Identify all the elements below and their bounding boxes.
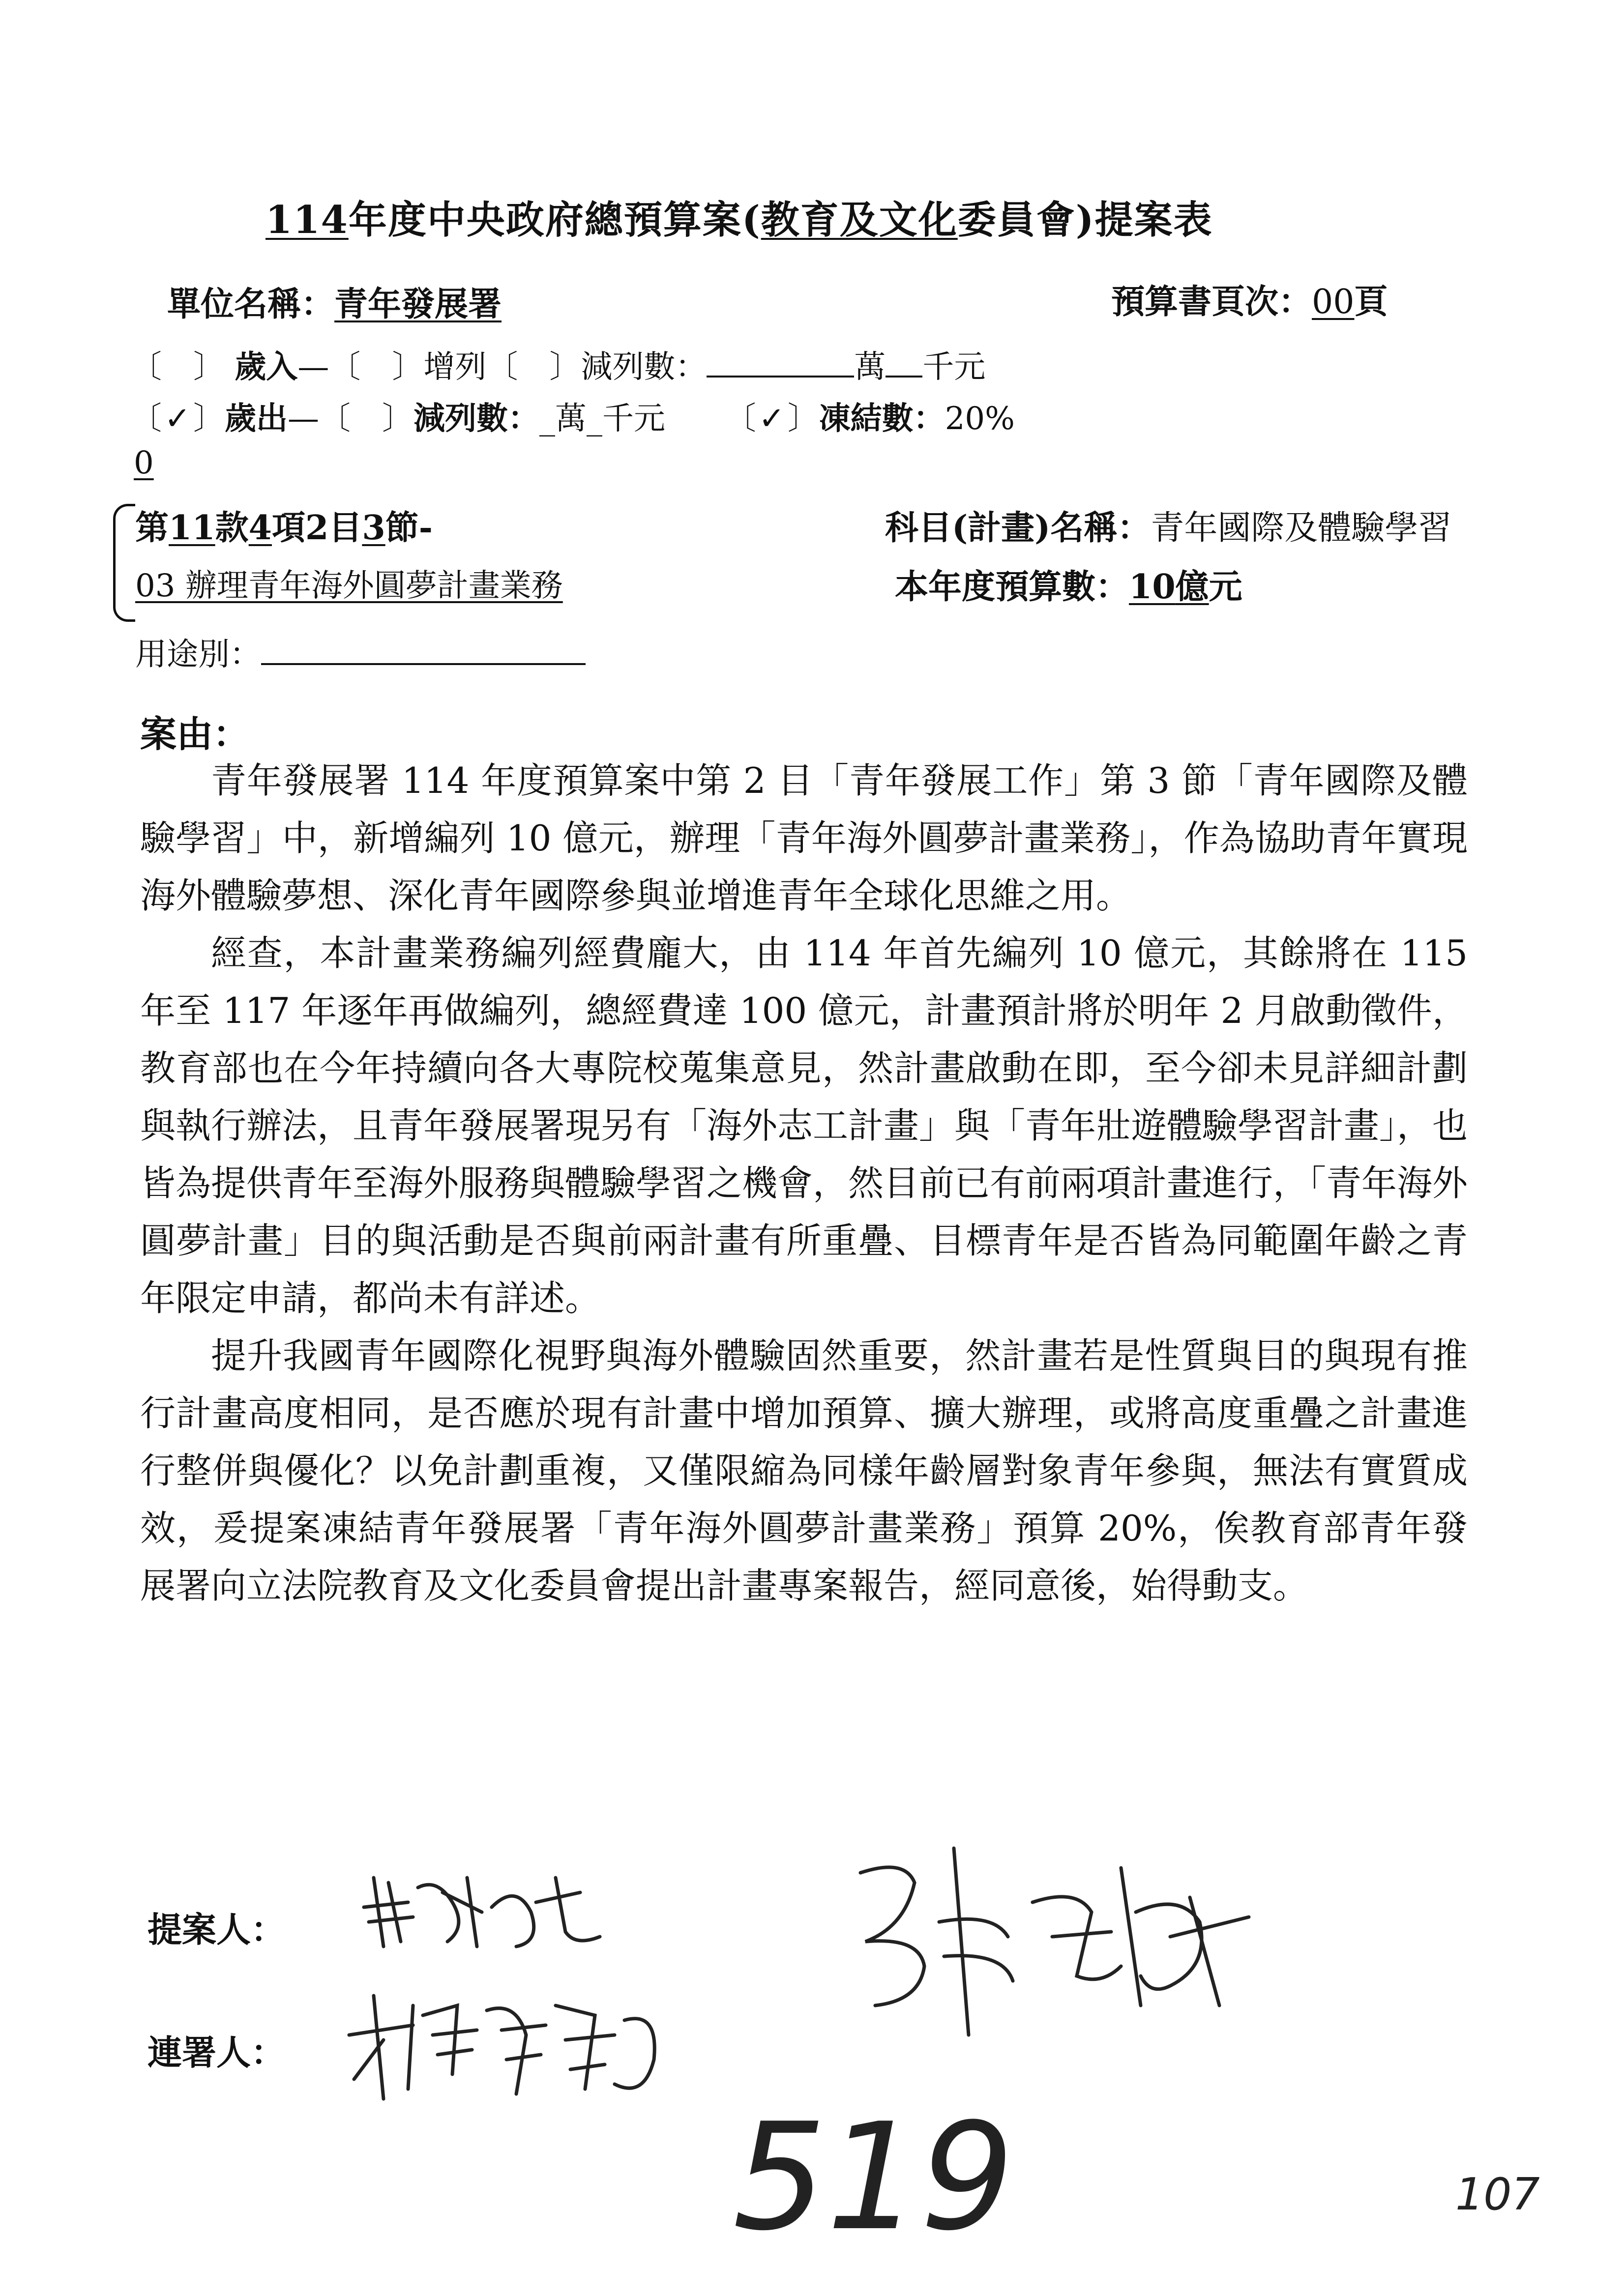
decrease-bracket-close: 〕 (549, 349, 581, 385)
kuan: 款 (215, 508, 249, 548)
freeze-label: 凍結數： (819, 400, 945, 437)
signature-scribble-2 (339, 1976, 693, 2109)
increase-bracket-close: 〕 (392, 349, 424, 385)
section-line1 (135, 501, 433, 549)
bracket-close: 〕 (193, 349, 225, 385)
expense-row (130, 393, 1015, 438)
handwritten-number: 519 (733, 2092, 1014, 2263)
subject-value: 青年國際及體驗學習 (1151, 509, 1452, 548)
annual-budget-suffix: 元 (1209, 567, 1242, 607)
unit-value: 青年發展署 (334, 285, 502, 324)
annual-budget-row (895, 560, 1242, 608)
exp-decrease-bracket-open: 〔 (319, 401, 351, 437)
expense-bracket-close: 〕 (193, 401, 225, 437)
amount-blank (707, 347, 854, 378)
jie-no: 3 (362, 508, 385, 548)
expense-bracket-open: 〔 (130, 401, 162, 437)
proposer-signature (354, 1848, 610, 1966)
revenue-row (130, 342, 985, 387)
wan-label: 萬 (854, 349, 886, 385)
title-year: 114 (266, 198, 349, 242)
title-post: 委員會)提案表 (957, 198, 1213, 242)
freeze-bracket-open: 〔 (724, 401, 756, 437)
wan-blank (886, 347, 922, 378)
decrease-label: 減列數： (581, 349, 707, 385)
purpose-row (135, 629, 586, 674)
title-committee: 教育及文化 (761, 198, 958, 242)
annual-budget-unit: 億 (1175, 567, 1209, 607)
section-brace (113, 504, 135, 622)
exp-decrease-label: 減列數： (413, 400, 539, 437)
paragraph-2: 經查，本計畫業務編列經費龐大，由 114 年首先編列 10 億元，其餘將在 115 年至 117 年逐年再做編列，總經費達 100 億元，計畫預計將於明年 2 月啟動徵件，教育部也在今年持續向各大專院校蒐集意見，然計畫啟動在即，至今卻未見詳細計劃與執行辦法，且青年發展署現另有「海外志工計畫」與「青年壯遊體驗學習計畫」，也皆為提供青年至海外服務與體驗學習之機會，然目前已有前兩項計畫進行，「青年海外圓夢計畫」目的與活動是否與前兩計畫有所重疊、目標青年是否皆為同範圍年齡之青年限定申請，都尚未有詳述。 (140, 932, 1468, 1319)
expense-label: 歲出 (225, 400, 288, 437)
expense-dash: — (288, 401, 319, 437)
budget-page-suffix: 頁 (1354, 282, 1388, 321)
page-number: 107 (1455, 2169, 1540, 2220)
cosigner-label: 連署人： (148, 2032, 285, 2073)
annual-budget-value: 10 (1129, 567, 1176, 607)
budget-page-value: 00 (1312, 283, 1355, 321)
unit-label: 單位名稱： (167, 285, 335, 324)
di: 第 (135, 508, 169, 548)
signature-scribble-3 (846, 1838, 1269, 2055)
freeze-checkbox: ✓ (758, 401, 785, 437)
proposer-label: 提案人： (148, 1909, 285, 1950)
title-pre: 年度中央政府總預算案( (348, 198, 761, 242)
subject-label: 科目(計畫)名稱： (885, 508, 1151, 548)
subject-row (885, 501, 1451, 549)
decrease-bracket-open: 〔 (486, 349, 518, 385)
reason-label: 案由： (140, 713, 249, 756)
jie: 節 (385, 508, 419, 548)
unit-name-row (167, 278, 502, 325)
exp-blank2: _ (587, 401, 602, 437)
freeze-value: 20% (945, 401, 1015, 437)
expense-checkbox: ✓ (164, 401, 191, 437)
xiang: 項 (272, 508, 306, 548)
paragraph-3: 提升我國青年國際化視野與海外體驗固然重要，然計畫若是性質與目的與現有推行計畫高度相同，是否應於現有計畫中增加預算、擴大辦理，或將高度重疊之計畫進行整併與優化？以免計劃重複，又僅限縮為同樣年齡層對象青年參與，無法有實質成效，爰提案凍結青年發展署「青年海外圓夢計畫業務」預算 20%，俟教育部青年發展署向立法院教育及文化委員會提出計畫專案報告，經同意後，始得動支。 (140, 1335, 1468, 1606)
increase-bracket-open: 〔 (329, 349, 361, 385)
purpose-blank (261, 635, 586, 665)
signature-scribble-1 (354, 1848, 610, 1966)
paragraph-1: 青年發展署 114 年度預算案中第 2 目「青年發展工作」第 3 節「青年國際及體驗學習」中，新增編列 10 億元，辦理「青年海外圓夢計畫業務」，作為協助青年實現海外體驗夢想、深化青年國際參與並增進青年全球化思維之用。 (140, 760, 1468, 916)
revenue-label: 歲入 (235, 349, 298, 385)
budget-page-row (1111, 275, 1388, 323)
reason-body (140, 752, 1468, 1615)
annual-budget-label: 本年度預算數： (895, 567, 1129, 607)
cosigner-signature-1 (339, 1976, 693, 2109)
exp-blank1: _ (539, 401, 555, 437)
cosigner-signature-2 (846, 1838, 1269, 2055)
exp-wan: 萬 (555, 401, 587, 437)
exp-thousand: 千元 (602, 401, 665, 437)
kuan-no: 11 (169, 508, 215, 548)
section-dash: - (418, 508, 433, 548)
bracket-open: 〔 (130, 349, 162, 385)
thousand-label: 千元 (922, 349, 986, 385)
section-line2: 03 辦理青年海外圓夢計畫業務 (135, 568, 563, 604)
budget-page-label: 預算書頁次： (1111, 282, 1312, 321)
xiang-no: 4 (248, 508, 272, 548)
mu: 目 (328, 508, 362, 548)
freeze-bracket-close: 〕 (787, 401, 819, 437)
increase-label: 增列 (423, 349, 487, 385)
document-title (266, 189, 1213, 244)
mu-no: 2 (305, 508, 329, 548)
freeze-value-wrap: 0 (134, 445, 154, 481)
revenue-dash: — (297, 349, 329, 385)
exp-decrease-bracket-close: 〕 (382, 401, 413, 437)
purpose-label: 用途別： (135, 637, 261, 673)
